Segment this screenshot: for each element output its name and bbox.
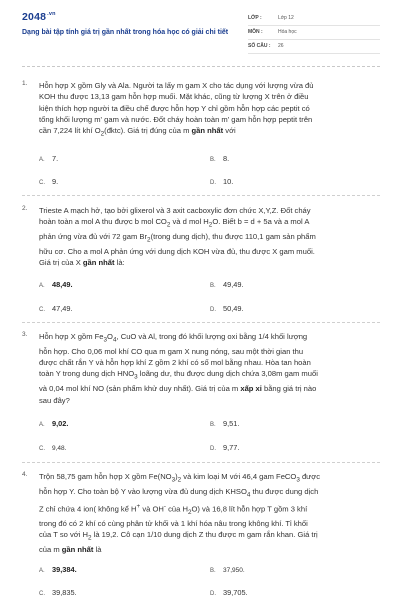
document-header (22, 10, 380, 56)
option-c[interactable]: C. 9,48. (39, 445, 67, 452)
question-divider (22, 195, 380, 196)
question-divider (22, 322, 380, 323)
emphasis: gần nhất (82, 258, 115, 268)
option-b[interactable]: B. 49,49. (210, 280, 244, 289)
option-c[interactable]: C. 47,49. (39, 304, 73, 313)
option-a[interactable]: A. 7. (39, 154, 59, 163)
question-text: Hỗn hợp X gồm Gly và Ala. Người ta lấy m gam X cho tác dụng với lượng vừa đủ KOH thu được 13,13 gam hỗn hợp muối. Mặt khác, cũng từ lượng X trên ở điều kiện thích hợp người ta điều chế được hỗn hợp Y chỉ gồm hỗn hợp các peptit có tổng khối lượng m' gam và nước. Đốt cháy hoàn toàn m' gam hỗn hợp peptit trên cần 7,224 lít khí $O_2(đktc)$. Giá trị đúng của m gần nhất với (39, 81, 314, 138)
question-divider (22, 462, 380, 463)
meta-count-value: 26 (278, 43, 284, 49)
meta-count-row (248, 40, 380, 54)
option-d[interactable]: D. 50,49. (210, 304, 244, 313)
meta-subject-value: Hóa học (278, 29, 297, 35)
meta-count-label: SỐ CÂU : (248, 43, 271, 49)
option-a[interactable]: A. 9,02. (39, 419, 69, 428)
site-logo[interactable]: $2048^{.vn}$ (22, 11, 56, 23)
question-number: 1. (22, 80, 28, 87)
meta-class-row (248, 12, 380, 26)
emphasis: gần nhất (61, 545, 94, 555)
meta-subject-label: MÔN : (248, 29, 263, 35)
meta-class-label: LỚP : (248, 15, 262, 21)
header-divider (22, 66, 380, 67)
question-number: 3. (22, 331, 28, 338)
emphasis: gần nhất (191, 126, 224, 136)
emphasis: xấp xỉ (240, 384, 262, 394)
question-number: 2. (22, 205, 28, 212)
option-d[interactable]: D. 9,77. (210, 443, 240, 452)
meta-class-value: Lớp 12 (278, 15, 294, 21)
option-a[interactable]: A. 48,49. (39, 280, 73, 289)
question-number: 4. (22, 471, 28, 478)
option-d[interactable]: D. 39,705. (210, 588, 248, 597)
question-text: Hỗn hợp X gồm $Fe_3O_4$, CuO và Al, trong đó khối lượng oxi bằng 1/4 khối lượng hỗn hợp. Cho 0,06 mol khí CO qua m gam X nung nóng, sau một thời gian thu được chất rắn Y và hỗn hợp khí Z gồm 2 khí có số mol bằng nhau. Hòa tan hoàn toàn Y trong dung dịch $HNO_3$ loãng dư, thu được dung dịch chứa 3,08m gam muối và 0,04 mol khí NO (sản phẩm khử duy nhất). Giá trị của m xấp xỉ bằng giá trị nào sau đây? (39, 332, 318, 405)
option-a[interactable]: A. 39,384. (39, 565, 77, 574)
option-d[interactable]: D. 10. (210, 177, 234, 186)
document-title: Dạng bài tập tính giá trị gần nhất trong hóa học có giải chi tiết (22, 29, 229, 36)
question-text: Trieste A mạch hở, tạo bởi glixerol và 3 axit cacboxylic đơn chức X,Y,Z. Đốt cháy hoàn toàn a mol A thu được b mol $CO_2$ và d mol $H_2O$. Biết b = d + 5a và a mol A phản ứng vừa đủ với 72 gam $Br_2(trong$ dung dịch), thu được 110,1 gam sản phẩm hữu cơ. Cho a mol A phản ứng với dung dịch KOH vừa đủ, thu được X gam muối. Giá trị của X gần nhất là: (39, 206, 316, 268)
option-c[interactable]: C. 9. (39, 177, 59, 186)
meta-subject-row (248, 26, 380, 40)
option-b[interactable]: B. 8. (210, 154, 230, 163)
document-meta (248, 12, 380, 54)
option-c[interactable]: C. 39,835. (39, 588, 77, 597)
question-text: Trộn 58,75 gam hỗn hợp X gồm $Fe(NO_3)_2$ và kim loại M với 46,4 gam FeCO$_3$ được hỗn hợp Y. Cho toàn bộ Y vào lượng vừa đủ dung dịch $KHSO_4$ thu được dung dịch Z chỉ chứa 4 ion( không kể H+ và OH- của $H_2O$) và 16,8 lít hỗn hợp T gồm 3 khí trong đó có 2 khí có cùng phân tử khối và 1 khí hóa nâu trong không khí. Tỉ khối của T so với $H_2$ là 19,2. Cô cạn 1/10 dung dịch Z thu được m gam rắn khan. Giá trị của m gần nhất là (39, 472, 321, 555)
option-b[interactable]: B. 37,950. (210, 567, 245, 574)
option-b[interactable]: B. 9,51. (210, 419, 240, 428)
